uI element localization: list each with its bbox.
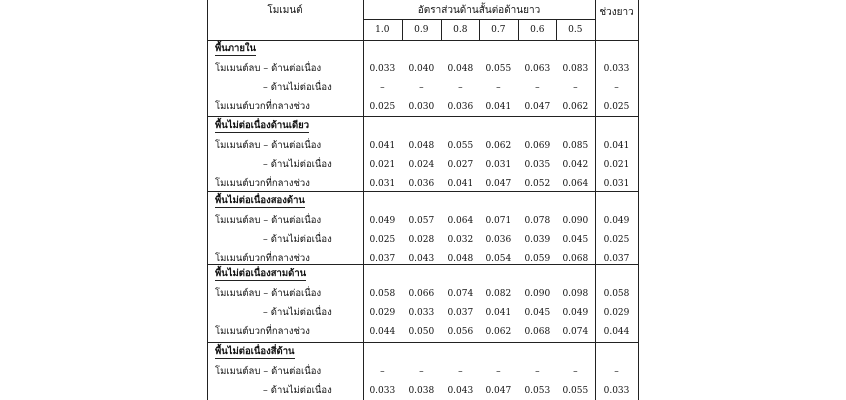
table-cell: 0.033 [369,386,396,396]
table-cell: 0.071 [485,216,512,226]
row-label: โมเมนต์บวกที่กลางช่วง [215,101,310,112]
table-border-left [207,0,208,400]
table-cell: 0.037 [369,254,396,264]
long-span-cell: 0.033 [603,64,630,74]
table-cell: 0.048 [447,254,474,264]
row-label: โมเมนต์บวกที่กลางช่วง [215,326,310,337]
table-cell: 0.059 [524,254,551,264]
table-cell: 0.047 [485,386,512,396]
table-cell: – [458,367,463,377]
ratio-column-divider [556,19,557,40]
long-span-cell: 0.021 [603,160,630,170]
long-span-cell: 0.031 [603,179,630,189]
table-cell: 0.037 [447,308,474,318]
row-label: – ด้านไม่ต่อเนื่อง [263,307,332,318]
table-cell: 0.043 [447,386,474,396]
long-span-cell: 0.037 [603,254,630,264]
table-cell: 0.069 [524,141,551,151]
table-cell: 0.044 [369,327,396,337]
table-cell: 0.035 [524,160,551,170]
header-ratio-0.5: 0.5 [568,25,583,35]
table-cell: 0.036 [447,102,474,112]
table-cell: 0.078 [524,216,551,226]
long-span-cell: 0.025 [603,235,630,245]
long-span-cell: – [614,367,619,377]
table-cell: 0.045 [562,235,589,245]
header-ratio-0.8: 0.8 [453,25,468,35]
header-ratio-0.7: 0.7 [491,25,506,35]
section-title: พื้นไม่ต่อเนื่องสี่ด้าน [215,346,295,357]
table-cell: 0.042 [562,160,589,170]
table-cell: 0.066 [408,289,435,299]
table-cell: 0.021 [369,160,396,170]
header-ratio-1.0: 1.0 [375,25,390,35]
table-cell: 0.049 [369,216,396,226]
table-cell: – [496,83,501,93]
table-cell: 0.064 [447,216,474,226]
table-cell: 0.031 [369,179,396,189]
header-long-span: ช่วงยาว [599,7,634,18]
row-label: – ด้านไม่ต่อเนื่อง [263,385,332,396]
table-cell: – [380,367,385,377]
row-label: – ด้านไม่ต่อเนื่อง [263,82,332,93]
table-cell: 0.055 [485,64,512,74]
header-moment: โมเมนต์ [267,5,303,16]
table-cell: 0.027 [447,160,474,170]
table-cell: 0.055 [562,386,589,396]
table-cell: 0.036 [408,179,435,189]
table-cell: 0.054 [485,254,512,264]
long-span-cell: 0.041 [603,141,630,151]
table-cell: 0.040 [408,64,435,74]
table-cell: 0.041 [485,102,512,112]
table-cell: 0.039 [524,235,551,245]
ratio-column-divider [441,19,442,40]
section-title: พื้นไม่ต่อเนื่องสองด้าน [215,195,305,206]
table-cell: 0.025 [369,235,396,245]
table-cell: 0.041 [485,308,512,318]
row-label: – ด้านไม่ต่อเนื่อง [263,234,332,245]
table-cell: 0.036 [485,235,512,245]
long-span-cell: 0.025 [603,102,630,112]
table-cell: 0.041 [447,179,474,189]
row-label: โมเมนต์ลบ – ด้านต่อเนื่อง [215,140,322,151]
table-cell: 0.083 [562,64,589,74]
row-label: – ด้านไม่ต่อเนื่อง [263,159,332,170]
row-label: โมเมนต์ลบ – ด้านต่อเนื่อง [215,215,322,226]
table-cell: 0.063 [524,64,551,74]
section-title: พื้นไม่ต่อเนื่องสามด้าน [215,268,307,279]
table-cell: – [573,83,578,93]
table-cell: 0.030 [408,102,435,112]
ratio-column-divider [402,19,403,40]
table-cell: 0.074 [447,289,474,299]
table-cell: 0.074 [562,327,589,337]
table-cell: 0.033 [408,308,435,318]
table-cell: 0.029 [369,308,396,318]
table-cell: 0.064 [562,179,589,189]
table-cell: 0.090 [524,289,551,299]
row-label: โมเมนต์ลบ – ด้านต่อเนื่อง [215,288,322,299]
section-rule [207,264,639,265]
table-divider-long [595,0,596,400]
section-title: พื้นไม่ต่อเนื่องด้านเดียว [215,120,310,131]
table-cell: 0.025 [369,102,396,112]
ratio-column-divider [479,19,480,40]
moment-coefficient-table [207,0,639,400]
table-cell: 0.068 [562,254,589,264]
long-span-cell: 0.044 [603,327,630,337]
table-cell: 0.048 [408,141,435,151]
section-rule [207,342,639,343]
table-cell: 0.047 [485,179,512,189]
table-cell: 0.090 [562,216,589,226]
header-bottom-rule [207,40,639,41]
header-ratio-0.9: 0.9 [414,25,429,35]
table-cell: 0.045 [524,308,551,318]
table-cell: – [496,367,501,377]
table-cell: 0.033 [369,64,396,74]
table-cell: 0.055 [447,141,474,151]
section-rule [207,116,639,117]
row-label: โมเมนต์บวกที่กลางช่วง [215,253,310,264]
table-cell: – [458,83,463,93]
table-cell: 0.047 [524,102,551,112]
table-cell: 0.052 [524,179,551,189]
header-ratio: อัตราส่วนด้านสั้นต่อด้านยาว [417,5,541,16]
row-label: โมเมนต์ลบ – ด้านต่อเนื่อง [215,366,322,377]
table-cell: 0.057 [408,216,435,226]
table-cell: 0.048 [447,64,474,74]
table-cell: 0.062 [485,141,512,151]
table-cell: 0.062 [485,327,512,337]
table-cell: 0.031 [485,160,512,170]
header-ratio-0.6: 0.6 [530,25,545,35]
table-cell: 0.050 [408,327,435,337]
section-title: พื้นภายใน [215,43,257,54]
table-cell: – [380,83,385,93]
long-span-cell: 0.029 [603,308,630,318]
table-cell: 0.058 [369,289,396,299]
table-cell: 0.068 [524,327,551,337]
table-cell: 0.024 [408,160,435,170]
long-span-cell: 0.033 [603,386,630,396]
table-cell: – [419,83,424,93]
table-cell: 0.032 [447,235,474,245]
table-cell: 0.038 [408,386,435,396]
table-cell: 0.082 [485,289,512,299]
long-span-cell: 0.058 [603,289,630,299]
table-cell: 0.041 [369,141,396,151]
table-cell: 0.043 [408,254,435,264]
table-border-right [638,0,639,400]
ratio-column-divider [518,19,519,40]
table-cell: – [535,83,540,93]
table-divider-label [363,0,364,400]
table-cell: 0.056 [447,327,474,337]
table-cell: 0.028 [408,235,435,245]
table-cell: 0.098 [562,289,589,299]
table-cell: 0.062 [562,102,589,112]
row-label: โมเมนต์ลบ – ด้านต่อเนื่อง [215,63,322,74]
long-span-cell: 0.049 [603,216,630,226]
long-span-cell: – [614,83,619,93]
table-cell: 0.085 [562,141,589,151]
table-cell: – [573,367,578,377]
section-rule [207,191,639,192]
row-label: โมเมนต์บวกที่กลางช่วง [215,178,310,189]
table-cell: – [419,367,424,377]
table-cell: 0.053 [524,386,551,396]
table-cell: – [535,367,540,377]
table-cell: 0.049 [562,308,589,318]
